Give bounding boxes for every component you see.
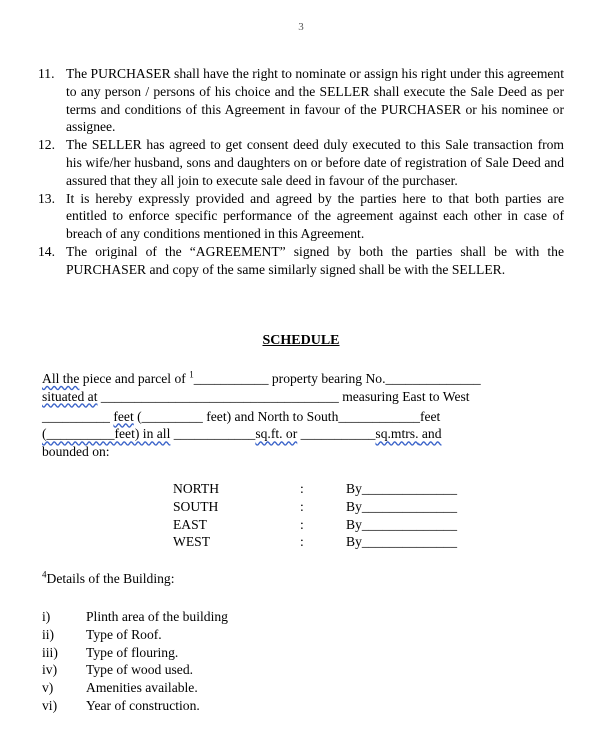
boundary-by: By______________ [346,534,458,550]
schedule-heading: SCHEDULE [262,333,340,348]
clauses-list [38,65,564,279]
clause-number: 13. [38,190,55,206]
detail-text: Amenities available. [86,680,198,696]
detail-item [42,679,442,697]
schedule-text: sq.mtrs. [375,426,419,442]
footnote-marker: 4 [42,569,47,580]
boundary-colon: : [300,481,304,496]
building-details-title [42,570,175,588]
detail-number: iv) [42,662,58,678]
schedule-text: sq.ft. or [255,426,298,442]
schedule-line-2 [42,388,564,406]
detail-text: Type of Roof. [86,626,162,642]
detail-number: vi) [42,697,58,713]
clause-13 [38,190,564,243]
boundary-by: By______________ [346,516,458,532]
schedule-text: ___________________________________ measuring East to West [97,388,470,404]
boundary-direction: WEST [173,534,210,550]
page-number: 3 [298,21,304,33]
schedule-line-5: bounded on: [42,444,110,460]
boundary-colon: : [300,534,304,550]
schedule-text: ____________ [170,426,256,442]
schedule-text: All the [42,371,80,386]
building-details-label: Details of the Building: [46,571,175,586]
clause-11 [38,65,564,136]
boundary-by: By______________ [346,481,458,496]
detail-item [42,626,442,644]
clause-number: 14. [38,243,55,259]
clause-number: 11. [38,66,55,81]
detail-number: iii) [42,644,58,660]
boundary-direction: SOUTH [173,498,219,514]
detail-number: i) [42,609,51,624]
clause-12 [38,136,564,189]
clause-number: 12. [38,137,55,153]
schedule-text: __________ [42,408,114,424]
detail-number: ii) [42,626,55,642]
detail-text: Plinth area of the building [86,609,228,624]
detail-number: v) [42,680,54,696]
boundary-row-south [173,498,493,516]
schedule-line-3 [42,408,564,426]
footnote-marker: 1 [189,369,194,380]
schedule-body [42,370,564,461]
boundary-by: By______________ [346,498,458,514]
schedule-line-4 [42,425,564,443]
boundary-direction: NORTH [173,481,220,496]
schedule-text: feet [113,408,134,424]
boundary-direction: EAST [173,516,207,532]
schedule-text: and [418,426,442,442]
detail-item [42,608,442,626]
detail-text: Year of construction. [86,697,200,713]
schedule-text: situated at [42,388,98,404]
boundary-colon: : [300,516,304,532]
detail-item [42,661,442,679]
detail-item [42,697,442,715]
clause-text: It is hereby expressly provided and agreed by the parties here to that both parties are entitled to enforce specific performance of the agreement against each other in case of breach of any conditions mentioned in this Agreement. [66,190,564,242]
detail-item [42,644,442,662]
boundary-row-west [173,533,493,551]
schedule-text: (_________ feet) and North to South____________feet [133,408,441,424]
schedule-text: ___________ property bearing No.______________ [193,371,481,386]
schedule-text: piece and parcel of [79,371,190,386]
detail-text: Type of flouring. [86,644,179,660]
schedule-line-1 [42,370,564,388]
clause-text: The SELLER has agreed to get consent deed duly executed to this Sale transaction from his wife/her husband, sons and daughters on or before date of registration of Sale Deed and assured that they all join to execute sale deed in favour of the purchaser. [66,137,564,188]
clause-14 [38,243,564,279]
boundary-row-east [173,516,493,534]
boundaries-list [173,480,493,551]
schedule-text: ___________ [297,426,376,442]
building-details-list [42,608,442,715]
clause-text: The original of the “AGREEMENT” signed by both the parties shall be with the PURCHASER and copy of the same similarly signed shall be with the SELLER. [66,243,564,277]
boundary-row-north [173,480,493,498]
boundary-colon: : [300,498,304,514]
detail-text: Type of wood used. [86,662,194,678]
clause-text: The PURCHASER shall have the right to nominate or assign his right under this agreement to any person / persons of his choice and the SELLER shall execute the Sale Deed as per terms and conditions of this Agreement in favour of the PURCHASER or his nominee or assignee. [66,66,564,135]
schedule-text: (__________feet) in all [42,426,171,442]
